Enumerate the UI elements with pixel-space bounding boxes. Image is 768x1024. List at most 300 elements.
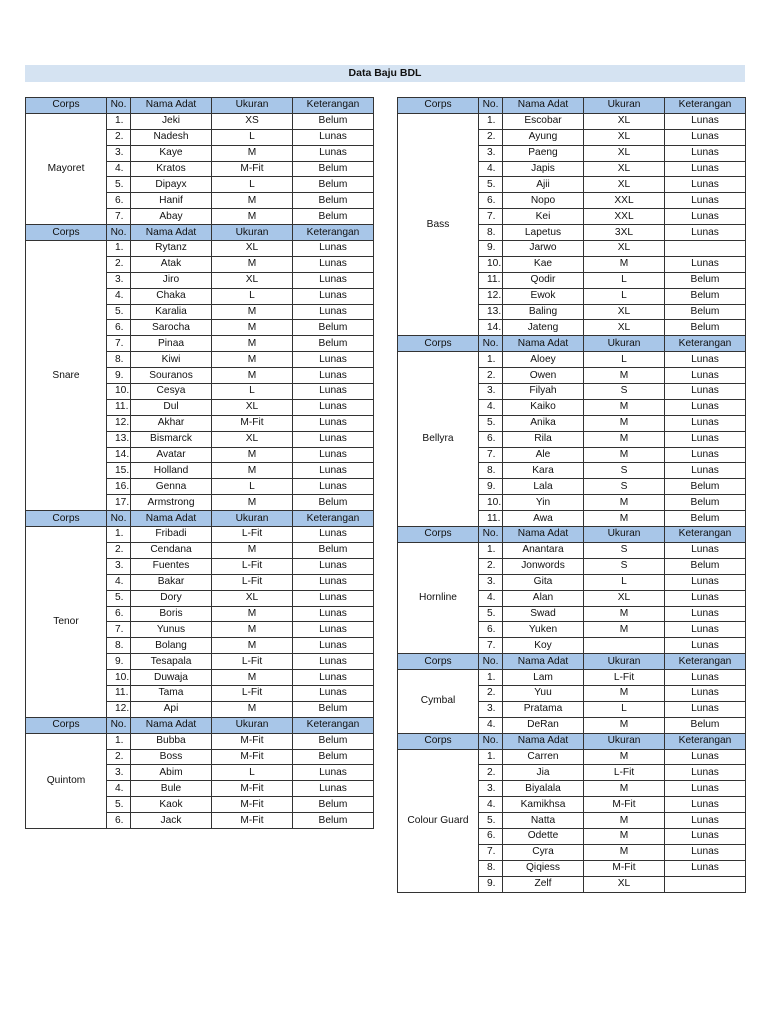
ukuran-cell: M <box>212 145 293 161</box>
ukuran-cell: M <box>584 415 665 431</box>
row-number: 14. <box>107 447 131 463</box>
row-number: 1. <box>107 527 131 543</box>
keterangan-cell: Belum <box>665 320 746 336</box>
left-data-table <box>25 97 374 829</box>
nama-adat-cell: Tama <box>131 685 212 701</box>
keterangan-cell: Lunas <box>665 415 746 431</box>
keterangan-cell: Lunas <box>665 542 746 558</box>
row-number: 6. <box>107 193 131 209</box>
ukuran-cell: M <box>584 256 665 272</box>
ukuran-cell: M <box>212 368 293 384</box>
ukuran-cell: XL <box>212 399 293 415</box>
ukuran-cell: M-Fit <box>212 161 293 177</box>
ukuran-cell: XL <box>584 177 665 193</box>
ukuran-cell: M <box>212 495 293 511</box>
ukuran-cell: L <box>212 177 293 193</box>
ukuran-cell: XXL <box>584 193 665 209</box>
nama-adat-cell: Jiro <box>131 272 212 288</box>
nama-adat-cell: Bule <box>131 781 212 797</box>
row-number: 3. <box>107 765 131 781</box>
row-number: 1. <box>107 113 131 129</box>
nama-adat-cell: Dory <box>131 590 212 606</box>
keterangan-cell: Lunas <box>293 622 374 638</box>
header-corps: Corps <box>26 98 107 114</box>
nama-adat-cell: Bakar <box>131 574 212 590</box>
ukuran-cell: S <box>584 479 665 495</box>
ukuran-cell: M <box>584 781 665 797</box>
header-no: No. <box>107 717 131 733</box>
ukuran-cell: XS <box>212 113 293 129</box>
ukuran-cell <box>584 638 665 654</box>
row-number: 6. <box>107 606 131 622</box>
keterangan-cell: Lunas <box>293 129 374 145</box>
row-number: 3. <box>479 781 503 797</box>
keterangan-cell: Lunas <box>293 272 374 288</box>
keterangan-cell: Lunas <box>665 431 746 447</box>
nama-adat-cell: Kamikhsa <box>503 797 584 813</box>
nama-adat-cell: Baling <box>503 304 584 320</box>
nama-adat-cell: Zelf <box>503 876 584 892</box>
row-number: 9. <box>479 876 503 892</box>
keterangan-cell: Lunas <box>665 781 746 797</box>
row-number: 8. <box>107 352 131 368</box>
ukuran-cell: M <box>212 256 293 272</box>
nama-adat-cell: Kara <box>503 463 584 479</box>
keterangan-cell <box>665 241 746 257</box>
keterangan-cell: Lunas <box>665 685 746 701</box>
ukuran-cell: M <box>584 749 665 765</box>
keterangan-cell: Belum <box>665 717 746 733</box>
row-number: 1. <box>479 670 503 686</box>
header-keterangan: Keterangan <box>665 336 746 352</box>
row-number: 12. <box>479 288 503 304</box>
nama-adat-cell: Lam <box>503 670 584 686</box>
row-number: 11. <box>107 399 131 415</box>
header-nama-adat: Nama Adat <box>503 336 584 352</box>
row-number: 7. <box>107 622 131 638</box>
row-number: 6. <box>107 320 131 336</box>
nama-adat-cell: Fribadi <box>131 527 212 543</box>
nama-adat-cell: Kei <box>503 209 584 225</box>
header-keterangan: Keterangan <box>665 733 746 749</box>
nama-adat-cell: Qodir <box>503 272 584 288</box>
keterangan-cell: Lunas <box>665 447 746 463</box>
table-row <box>398 749 746 765</box>
nama-adat-cell: Yuken <box>503 622 584 638</box>
row-number: 15. <box>107 463 131 479</box>
ukuran-cell: L <box>584 272 665 288</box>
ukuran-cell: M <box>212 209 293 225</box>
nama-adat-cell: Nadesh <box>131 129 212 145</box>
nama-adat-cell: Api <box>131 701 212 717</box>
keterangan-cell: Lunas <box>293 304 374 320</box>
keterangan-cell: Belum <box>293 749 374 765</box>
header-no: No. <box>107 98 131 114</box>
ukuran-cell: L <box>212 129 293 145</box>
row-number: 2. <box>479 368 503 384</box>
keterangan-cell: Lunas <box>665 113 746 129</box>
nama-adat-cell: Souranos <box>131 368 212 384</box>
keterangan-cell: Lunas <box>665 765 746 781</box>
header-row <box>398 527 746 543</box>
keterangan-cell: Lunas <box>665 797 746 813</box>
nama-adat-cell: Jack <box>131 813 212 829</box>
ukuran-cell: XL <box>584 113 665 129</box>
ukuran-cell: M <box>584 828 665 844</box>
ukuran-cell: S <box>584 463 665 479</box>
keterangan-cell: Lunas <box>665 352 746 368</box>
ukuran-cell: S <box>584 542 665 558</box>
header-row <box>26 511 374 527</box>
row-number: 3. <box>479 574 503 590</box>
keterangan-cell: Belum <box>293 193 374 209</box>
header-keterangan: Keterangan <box>665 654 746 670</box>
ukuran-cell: M-Fit <box>212 749 293 765</box>
nama-adat-cell: Duwaja <box>131 670 212 686</box>
header-ukuran: Ukuran <box>584 98 665 114</box>
header-keterangan: Keterangan <box>665 527 746 543</box>
table-row <box>26 733 374 749</box>
nama-adat-cell: Yin <box>503 495 584 511</box>
ukuran-cell: M <box>584 717 665 733</box>
nama-adat-cell: Boris <box>131 606 212 622</box>
keterangan-cell: Belum <box>293 797 374 813</box>
ukuran-cell: L <box>212 288 293 304</box>
keterangan-cell: Belum <box>665 288 746 304</box>
keterangan-cell: Lunas <box>293 431 374 447</box>
keterangan-cell: Lunas <box>293 256 374 272</box>
keterangan-cell: Belum <box>293 733 374 749</box>
ukuran-cell: XL <box>584 129 665 145</box>
header-corps: Corps <box>398 527 479 543</box>
keterangan-cell: Lunas <box>293 384 374 400</box>
ukuran-cell: S <box>584 384 665 400</box>
header-corps: Corps <box>398 98 479 114</box>
keterangan-cell: Lunas <box>665 828 746 844</box>
header-no: No. <box>479 98 503 114</box>
header-no: No. <box>479 733 503 749</box>
ukuran-cell: M <box>212 606 293 622</box>
keterangan-cell: Belum <box>293 813 374 829</box>
row-number: 8. <box>479 225 503 241</box>
table-row <box>398 113 746 129</box>
row-number: 6. <box>107 813 131 829</box>
header-nama-adat: Nama Adat <box>503 527 584 543</box>
keterangan-cell: Lunas <box>665 844 746 860</box>
nama-adat-cell: Odette <box>503 828 584 844</box>
keterangan-cell: Lunas <box>293 574 374 590</box>
ukuran-cell: XL <box>584 876 665 892</box>
table-row <box>398 670 746 686</box>
ukuran-cell: M <box>212 622 293 638</box>
ukuran-cell: XL <box>212 590 293 606</box>
nama-adat-cell: Cyra <box>503 844 584 860</box>
ukuran-cell: L <box>584 701 665 717</box>
nama-adat-cell: Dul <box>131 399 212 415</box>
row-number: 4. <box>479 797 503 813</box>
keterangan-cell: Lunas <box>665 813 746 829</box>
keterangan-cell: Lunas <box>665 384 746 400</box>
ukuran-cell: M <box>212 463 293 479</box>
nama-adat-cell: Ale <box>503 447 584 463</box>
header-corps: Corps <box>26 225 107 241</box>
header-keterangan: Keterangan <box>665 98 746 114</box>
row-number: 2. <box>107 256 131 272</box>
header-row <box>26 98 374 114</box>
nama-adat-cell: Swad <box>503 606 584 622</box>
header-keterangan: Keterangan <box>293 225 374 241</box>
ukuran-cell: L <box>212 479 293 495</box>
row-number: 7. <box>107 209 131 225</box>
keterangan-cell: Belum <box>293 701 374 717</box>
keterangan-cell: Lunas <box>665 622 746 638</box>
header-row <box>26 225 374 241</box>
row-number: 1. <box>479 542 503 558</box>
header-ukuran: Ukuran <box>584 527 665 543</box>
nama-adat-cell: Atak <box>131 256 212 272</box>
row-number: 5. <box>107 177 131 193</box>
row-number: 10. <box>479 256 503 272</box>
corps-cell: Hornline <box>398 542 479 653</box>
keterangan-cell: Belum <box>293 113 374 129</box>
header-nama-adat: Nama Adat <box>503 733 584 749</box>
row-number: 2. <box>107 749 131 765</box>
keterangan-cell: Lunas <box>293 590 374 606</box>
nama-adat-cell: Awa <box>503 511 584 527</box>
header-corps: Corps <box>398 654 479 670</box>
keterangan-cell: Lunas <box>293 415 374 431</box>
nama-adat-cell: Filyah <box>503 384 584 400</box>
keterangan-cell: Lunas <box>665 145 746 161</box>
keterangan-cell: Belum <box>665 304 746 320</box>
keterangan-cell: Lunas <box>293 479 374 495</box>
header-nama-adat: Nama Adat <box>131 511 212 527</box>
right-table-body <box>398 98 746 893</box>
nama-adat-cell: Carren <box>503 749 584 765</box>
keterangan-cell: Belum <box>293 177 374 193</box>
ukuran-cell: M-Fit <box>212 781 293 797</box>
nama-adat-cell: Yunus <box>131 622 212 638</box>
row-number: 8. <box>479 463 503 479</box>
nama-adat-cell: Avatar <box>131 447 212 463</box>
ukuran-cell: L-Fit <box>212 527 293 543</box>
keterangan-cell: Belum <box>293 161 374 177</box>
keterangan-cell: Lunas <box>665 574 746 590</box>
nama-adat-cell: Nopo <box>503 193 584 209</box>
ukuran-cell: XL <box>584 145 665 161</box>
row-number: 1. <box>107 733 131 749</box>
row-number: 4. <box>479 399 503 415</box>
keterangan-cell: Lunas <box>665 193 746 209</box>
ukuran-cell: M <box>584 813 665 829</box>
row-number: 3. <box>107 272 131 288</box>
nama-adat-cell: Pratama <box>503 701 584 717</box>
ukuran-cell: M <box>212 638 293 654</box>
nama-adat-cell: Jonwords <box>503 558 584 574</box>
nama-adat-cell: Kratos <box>131 161 212 177</box>
nama-adat-cell: Jarwo <box>503 241 584 257</box>
ukuran-cell: S <box>584 558 665 574</box>
keterangan-cell: Lunas <box>293 781 374 797</box>
header-no: No. <box>479 336 503 352</box>
nama-adat-cell: Gita <box>503 574 584 590</box>
keterangan-cell: Lunas <box>665 606 746 622</box>
keterangan-cell: Lunas <box>293 638 374 654</box>
header-nama-adat: Nama Adat <box>131 225 212 241</box>
nama-adat-cell: Fuentes <box>131 558 212 574</box>
ukuran-cell: XL <box>212 272 293 288</box>
row-number: 5. <box>479 813 503 829</box>
row-number: 3. <box>479 701 503 717</box>
nama-adat-cell: Kaiko <box>503 399 584 415</box>
ukuran-cell: M <box>584 622 665 638</box>
corps-cell: Snare <box>26 241 107 511</box>
table-row <box>398 542 746 558</box>
keterangan-cell <box>665 876 746 892</box>
keterangan-cell: Belum <box>293 320 374 336</box>
nama-adat-cell: Jia <box>503 765 584 781</box>
row-number: 9. <box>479 479 503 495</box>
ukuran-cell: M <box>212 352 293 368</box>
row-number: 5. <box>107 797 131 813</box>
row-number: 6. <box>479 622 503 638</box>
keterangan-cell: Lunas <box>665 177 746 193</box>
keterangan-cell: Lunas <box>665 670 746 686</box>
row-number: 2. <box>479 685 503 701</box>
ukuran-cell: L-Fit <box>584 765 665 781</box>
keterangan-cell: Belum <box>665 495 746 511</box>
nama-adat-cell: Kae <box>503 256 584 272</box>
header-row <box>398 98 746 114</box>
row-number: 13. <box>107 431 131 447</box>
keterangan-cell: Lunas <box>293 145 374 161</box>
row-number: 9. <box>107 368 131 384</box>
row-number: 5. <box>479 177 503 193</box>
row-number: 2. <box>479 765 503 781</box>
nama-adat-cell: Koy <box>503 638 584 654</box>
keterangan-cell: Lunas <box>665 463 746 479</box>
header-no: No. <box>107 225 131 241</box>
row-number: 1. <box>479 749 503 765</box>
row-number: 7. <box>479 638 503 654</box>
ukuran-cell: M <box>212 193 293 209</box>
nama-adat-cell: Armstrong <box>131 495 212 511</box>
ukuran-cell: M <box>584 844 665 860</box>
row-number: 4. <box>107 161 131 177</box>
ukuran-cell: M <box>212 304 293 320</box>
corps-cell: Mayoret <box>26 113 107 224</box>
ukuran-cell: M-Fit <box>584 797 665 813</box>
header-row <box>398 336 746 352</box>
keterangan-cell: Lunas <box>665 399 746 415</box>
ukuran-cell: M <box>584 606 665 622</box>
header-ukuran: Ukuran <box>584 733 665 749</box>
ukuran-cell: XL <box>584 590 665 606</box>
ukuran-cell: M-Fit <box>212 797 293 813</box>
row-number: 5. <box>479 415 503 431</box>
row-number: 11. <box>479 511 503 527</box>
ukuran-cell: M <box>212 336 293 352</box>
ukuran-cell: L-Fit <box>212 685 293 701</box>
ukuran-cell: XL <box>584 320 665 336</box>
keterangan-cell: Lunas <box>293 765 374 781</box>
nama-adat-cell: Cendana <box>131 542 212 558</box>
nama-adat-cell: Bubba <box>131 733 212 749</box>
header-keterangan: Keterangan <box>293 511 374 527</box>
nama-adat-cell: Kaok <box>131 797 212 813</box>
row-number: 8. <box>479 860 503 876</box>
row-number: 9. <box>107 654 131 670</box>
row-number: 10. <box>107 670 131 686</box>
ukuran-cell: M <box>584 431 665 447</box>
keterangan-cell: Lunas <box>293 463 374 479</box>
keterangan-cell: Lunas <box>293 368 374 384</box>
ukuran-cell: M-Fit <box>212 415 293 431</box>
nama-adat-cell: Jeki <box>131 113 212 129</box>
keterangan-cell: Lunas <box>293 527 374 543</box>
table-row <box>26 527 374 543</box>
nama-adat-cell: Holland <box>131 463 212 479</box>
nama-adat-cell: Biyalala <box>503 781 584 797</box>
row-number: 3. <box>107 558 131 574</box>
row-number: 4. <box>479 590 503 606</box>
ukuran-cell: M <box>584 399 665 415</box>
ukuran-cell: M <box>212 542 293 558</box>
row-number: 6. <box>479 193 503 209</box>
keterangan-cell: Belum <box>665 479 746 495</box>
keterangan-cell: Lunas <box>293 606 374 622</box>
ukuran-cell: M <box>212 701 293 717</box>
ukuran-cell: L-Fit <box>212 574 293 590</box>
nama-adat-cell: Sarocha <box>131 320 212 336</box>
nama-adat-cell: Cesya <box>131 384 212 400</box>
ukuran-cell: M <box>584 495 665 511</box>
keterangan-cell: Lunas <box>293 654 374 670</box>
keterangan-cell: Belum <box>293 542 374 558</box>
ukuran-cell: 3XL <box>584 225 665 241</box>
corps-cell: Bellyra <box>398 352 479 527</box>
row-number: 7. <box>479 209 503 225</box>
row-number: 3. <box>107 145 131 161</box>
row-number: 4. <box>479 717 503 733</box>
keterangan-cell: Lunas <box>293 670 374 686</box>
nama-adat-cell: Jateng <box>503 320 584 336</box>
row-number: 5. <box>107 590 131 606</box>
row-number: 16. <box>107 479 131 495</box>
row-number: 11. <box>107 685 131 701</box>
row-number: 9. <box>479 241 503 257</box>
keterangan-cell: Belum <box>665 511 746 527</box>
row-number: 5. <box>107 304 131 320</box>
header-ukuran: Ukuran <box>584 654 665 670</box>
keterangan-cell: Belum <box>293 209 374 225</box>
nama-adat-cell: Tesapala <box>131 654 212 670</box>
header-corps: Corps <box>26 717 107 733</box>
nama-adat-cell: Genna <box>131 479 212 495</box>
keterangan-cell: Lunas <box>293 288 374 304</box>
nama-adat-cell: Kiwi <box>131 352 212 368</box>
nama-adat-cell: Lala <box>503 479 584 495</box>
keterangan-cell: Belum <box>665 272 746 288</box>
nama-adat-cell: Hanif <box>131 193 212 209</box>
row-number: 13. <box>479 304 503 320</box>
row-number: 14. <box>479 320 503 336</box>
ukuran-cell: L-Fit <box>212 558 293 574</box>
table-row <box>26 241 374 257</box>
row-number: 10. <box>107 384 131 400</box>
nama-adat-cell: Abim <box>131 765 212 781</box>
row-number: 12. <box>107 701 131 717</box>
